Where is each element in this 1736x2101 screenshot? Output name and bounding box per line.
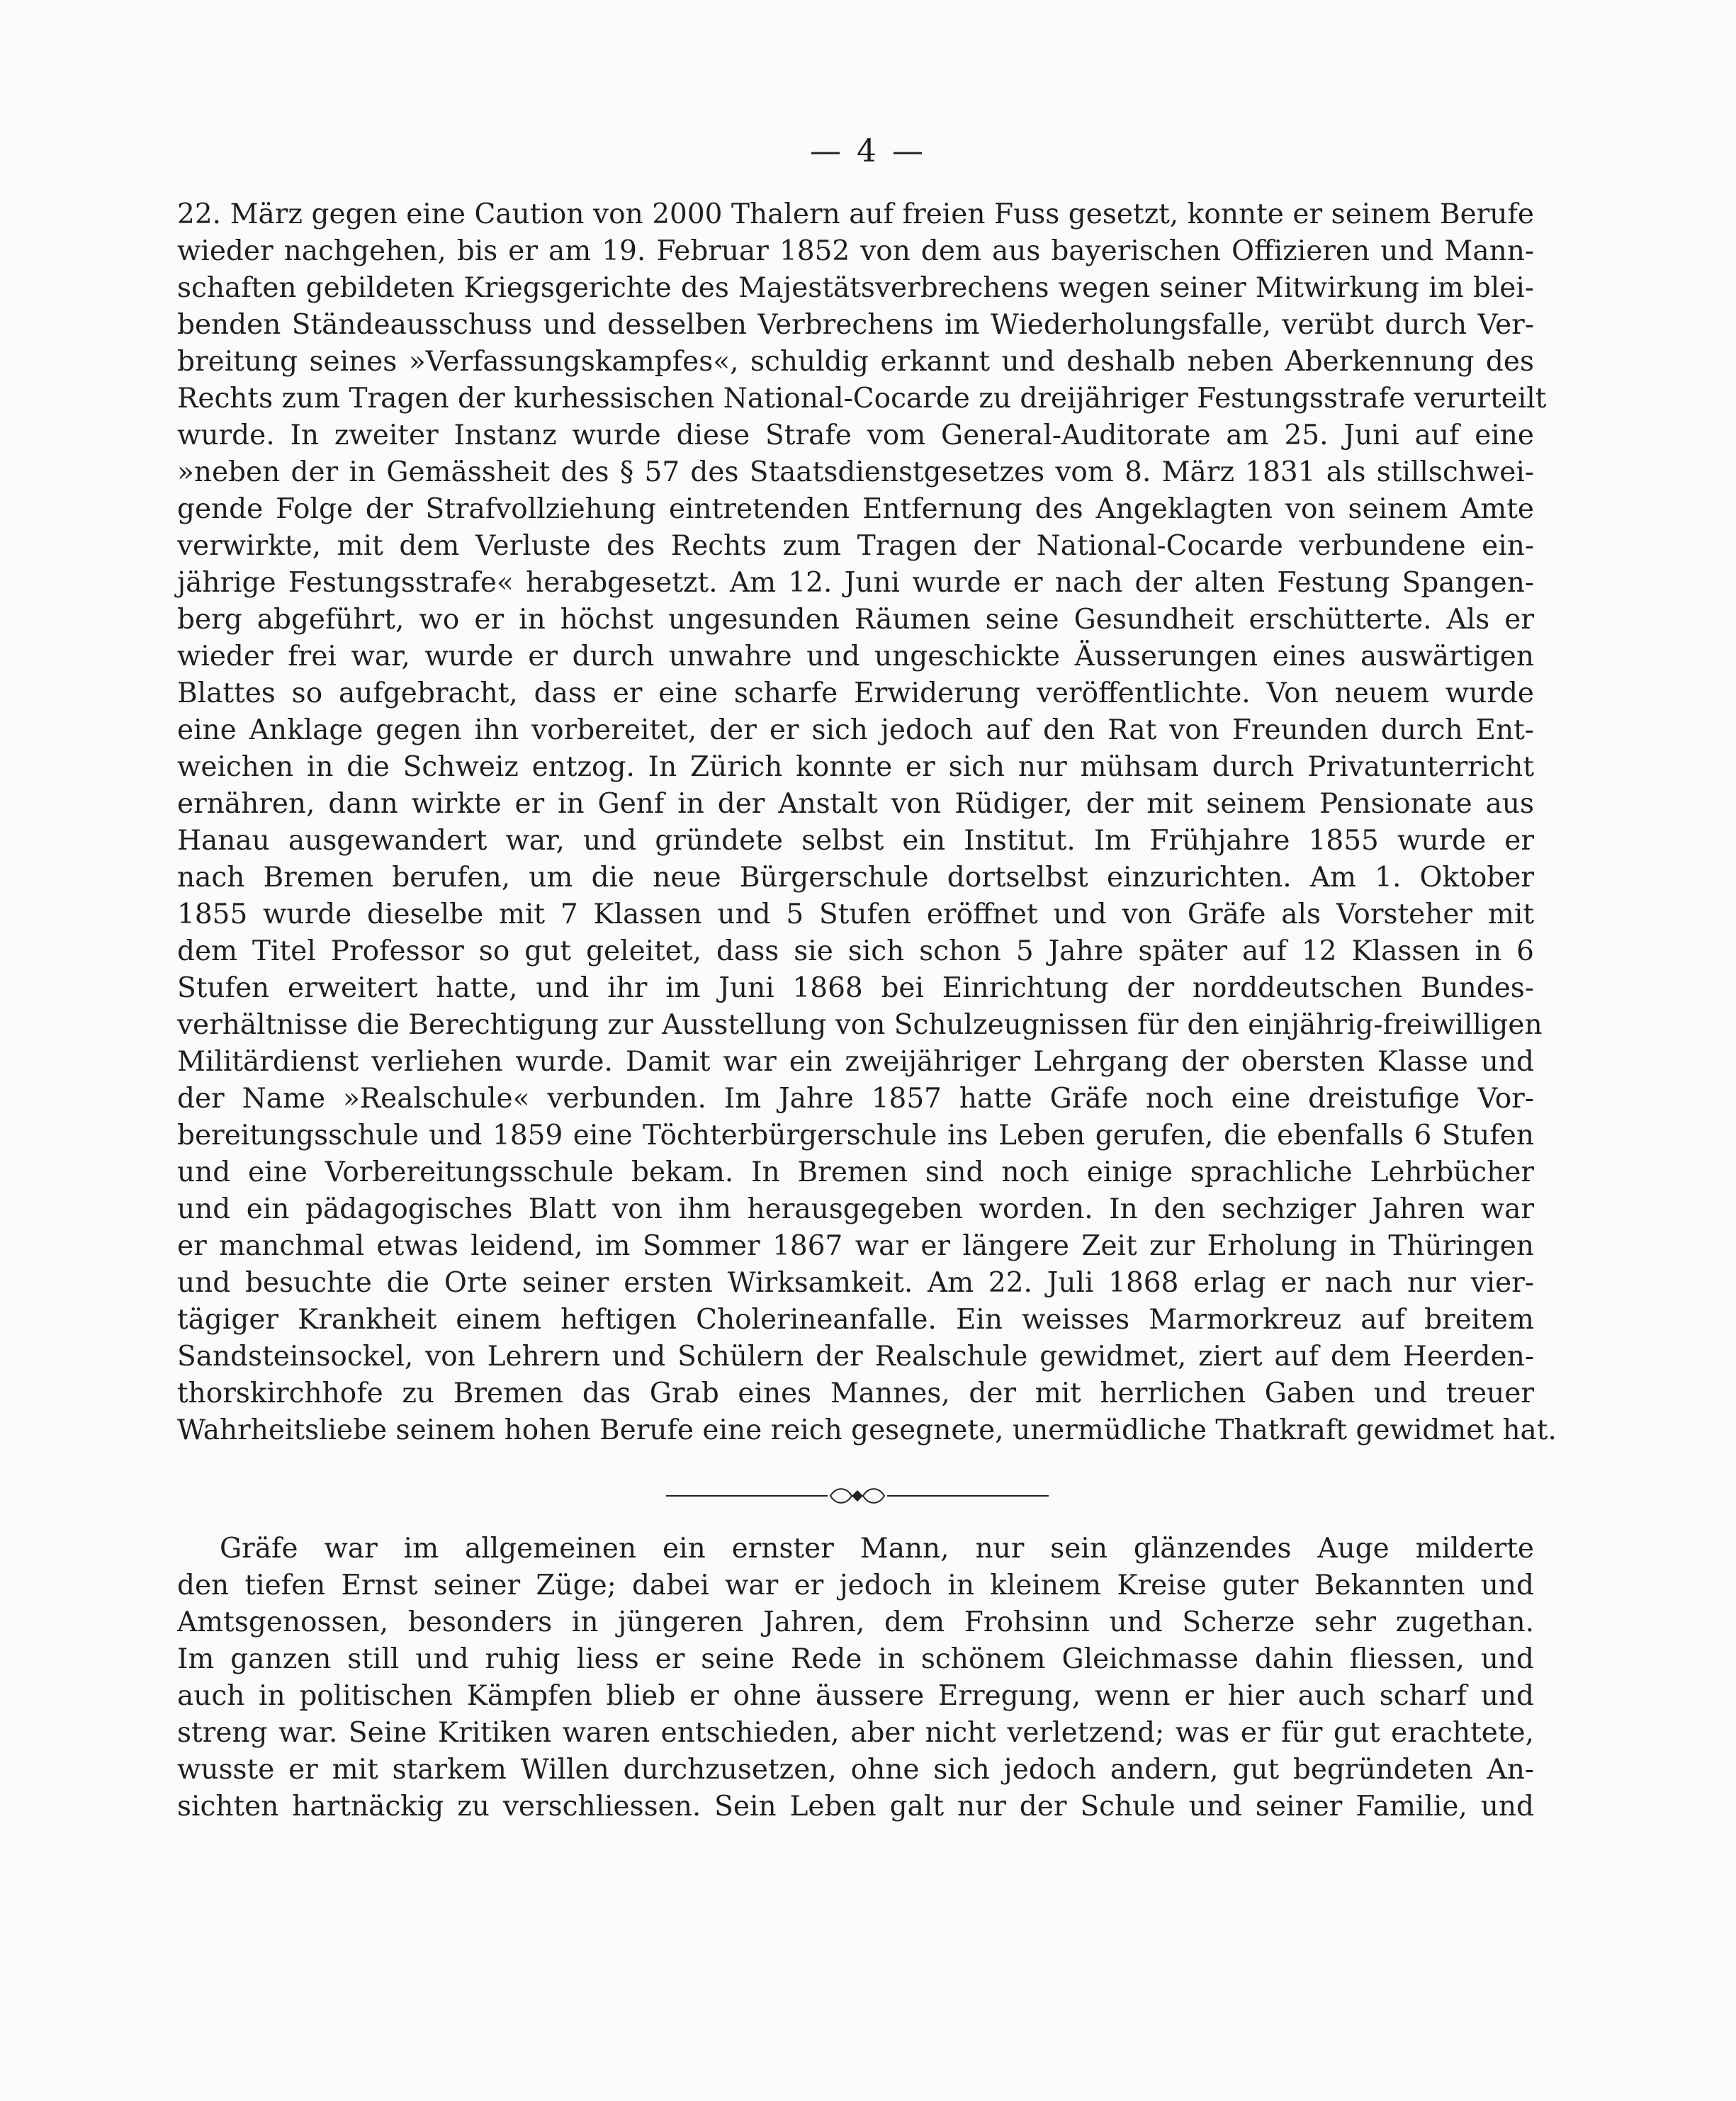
text-line: berg abgeführt, wo er in höchst ungesunden Räumen seine Gesundheit erschütterte. Als er <box>177 604 1534 636</box>
text-line: ernähren, dann wirkte er in Genf in der Anstalt von Rüdiger, der mit seinem Pensionate aus <box>177 788 1534 820</box>
text-line: Im ganzen still und ruhig liess er seine Rede in schönem Gleichmasse dahin fliessen, und <box>177 1643 1534 1675</box>
text-line: Wahrheitsliebe seinem hohen Berufe eine reich gesegnete, unermüdliche Thatkraft gewidmet hat. <box>177 1414 1557 1446</box>
paragraph-2 <box>177 1531 1534 1825</box>
text-line: verwirkte, mit dem Verluste des Rechts zum Tragen der National-Cocarde verbundene ein- <box>177 530 1534 562</box>
text-line: dem Titel Professor so gut geleitet, dass sie sich schon 5 Jahre später auf 12 Klassen in 6 <box>177 935 1534 967</box>
text-line: 1855 wurde dieselbe mit 7 Klassen und 5 Stufen eröffnet und von Gräfe als Vorsteher mit <box>177 899 1534 930</box>
text-line: gende Folge der Strafvollziehung eintretenden Entfernung des Angeklagten von seinem Amte <box>177 493 1534 525</box>
text-line: bereitungsschule und 1859 eine Töchterbürgerschule ins Leben gerufen, die ebenfalls 6 Stufen <box>177 1120 1534 1151</box>
text-line: breitung seines »Verfassungskampfes«, schuldig erkannt und deshalb neben Aberkennung des <box>177 346 1534 378</box>
paragraph-1 <box>177 196 1557 1449</box>
text-line: »neben der in Gemässheit des § 57 des Staatsdienstgesetzes vom 8. März 1831 als stillschwei- <box>177 456 1534 488</box>
text-line: Stufen erweitert hatte, und ihr im Juni 1868 bei Einrichtung der norddeutschen Bundes- <box>177 972 1534 1004</box>
page-number: — 4 — <box>810 133 926 169</box>
text-line: schaften gebildeten Kriegsgerichte des Majestätsverbrechens wegen seiner Mitwirkung im blei- <box>177 272 1534 304</box>
text-line: streng war. Seine Kritiken waren entschieden, aber nicht verletzend; was er für gut erachtete, <box>177 1717 1534 1749</box>
text-line: 22. März gegen eine Caution von 2000 Thalern auf freien Fuss gesetzt, konnte er seinem Berufe <box>177 198 1534 230</box>
text-line: nach Bremen berufen, um die neue Bürgerschule dortselbst einzurichten. Am 1. Oktober <box>177 862 1534 894</box>
text-line: Hanau ausgewandert war, und gründete selbst ein Institut. Im Frühjahre 1855 wurde er <box>177 825 1534 857</box>
section-divider-ornament <box>666 1478 1049 1514</box>
text-line: und besuchte die Orte seiner ersten Wirksamkeit. Am 22. Juli 1868 erlag er nach nur vier- <box>177 1267 1534 1299</box>
text-line: den tiefen Ernst seiner Züge; dabei war er jedoch in kleinem Kreise guter Bekannten und <box>177 1570 1534 1601</box>
text-line: Rechts zum Tragen der kurhessischen National-Cocarde zu dreijähriger Festungsstrafe verurteilt <box>177 383 1547 415</box>
text-line: benden Ständeausschuss und desselben Verbrechens im Wiederholungsfalle, verübt durch Ver- <box>177 309 1534 341</box>
text-line: weichen in die Schweiz entzog. In Zürich konnte er sich nur mühsam durch Privatunterricht <box>177 751 1534 783</box>
text-line: wieder nachgehen, bis er am 19. Februar 1852 von dem aus bayerischen Offizieren und Mann- <box>177 235 1534 267</box>
text-line: Amtsgenossen, besonders in jüngeren Jahren, dem Frohsinn und Scherze sehr zugethan. <box>177 1606 1534 1638</box>
text-line: und ein pädagogisches Blatt von ihm herausgegeben worden. In den sechziger Jahren war <box>177 1193 1534 1225</box>
text-line: wurde. In zweiter Instanz wurde diese Strafe vom General-Auditorate am 25. Juni auf eine <box>177 419 1534 451</box>
text-line: Militärdienst verliehen wurde. Damit war ein zweijähriger Lehrgang der obersten Klasse und <box>177 1046 1534 1078</box>
text-line: er manchmal etwas leidend, im Sommer 1867 war er längere Zeit zur Erholung in Thüringen <box>177 1230 1534 1262</box>
text-line: tägiger Krankheit einem heftigen Cholerineanfalle. Ein weisses Marmorkreuz auf breitem <box>177 1304 1534 1336</box>
text-line: Blattes so aufgebracht, dass er eine scharfe Erwiderung veröffentlichte. Von neuem wurde <box>177 677 1534 709</box>
text-line: sichten hartnäckig zu verschliessen. Sein Leben galt nur der Schule und seiner Familie, und <box>177 1791 1534 1823</box>
text-line: auch in politischen Kämpfen blieb er ohne äussere Erregung, wenn er hier auch scharf und <box>177 1680 1534 1712</box>
text-line: jährige Festungsstrafe« herabgesetzt. Am 12. Juni wurde er nach der alten Festung Spangen- <box>177 567 1534 599</box>
text-line: Gräfe war im allgemeinen ein ernster Mann, nur sein glänzendes Auge milderte <box>220 1533 1534 1565</box>
text-line: verhältnisse die Berechtigung zur Ausstellung von Schulzeugnissen für den einjährig-freiwilligen <box>177 1009 1543 1041</box>
text-line: der Name »Realschule« verbunden. Im Jahre 1857 hatte Gräfe noch eine dreistufige Vor- <box>177 1083 1534 1115</box>
text-line: wieder frei war, wurde er durch unwahre und ungeschickte Äusserungen eines auswärtigen <box>177 641 1534 672</box>
text-line: Sandsteinsockel, von Lehrern und Schülern der Realschule gewidmet, ziert auf dem Heerden- <box>177 1341 1534 1373</box>
text-line: eine Anklage gegen ihn vorbereitet, der er sich jedoch auf den Rat von Freunden durch Ent- <box>177 714 1534 746</box>
text-line: thorskirchhofe zu Bremen das Grab eines Mannes, der mit herrlichen Gaben und treuer <box>177 1378 1534 1409</box>
text-line: und eine Vorbereitungsschule bekam. In Bremen sind noch einige sprachliche Lehrbücher <box>177 1156 1534 1188</box>
text-line: wusste er mit starkem Willen durchzusetzen, ohne sich jedoch andern, gut begründeten An- <box>177 1754 1534 1786</box>
